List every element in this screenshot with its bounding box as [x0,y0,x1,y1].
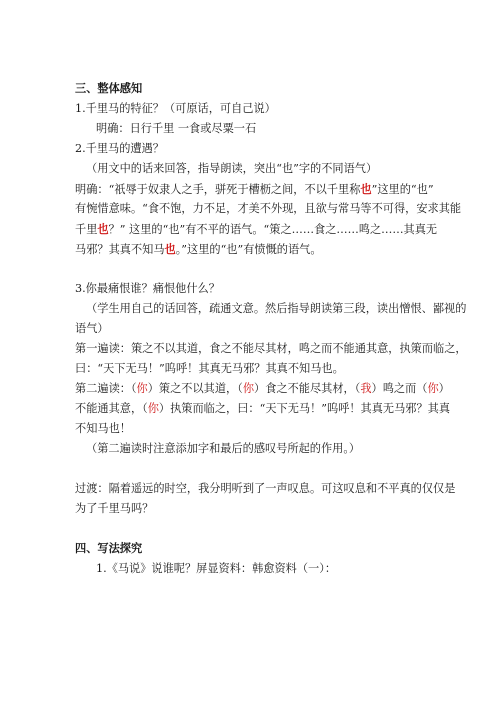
question-1: 1.千里马的特征？（可原话，可自己说） [75,102,276,115]
emphasis-ye: 也 [164,242,176,256]
question-2-instruction: （用文中的话来回答，指导朗读，突出“也”字的不同语气） [86,162,378,175]
second-reading-line-3: 不知马也！ [75,422,131,435]
emphasis-ye: 也 [97,222,109,236]
question-3: 3.你最痛恨谁？痛恨他什么？ [75,282,220,295]
added-word-you: 你 [427,382,439,395]
answer-2-line-4: 马邪？其真不知马也。”这里的“也”有愤慨的语气。 [75,242,322,256]
question-3-instruction-2: 语气） [75,322,109,335]
second-reading-line-1: 第二遍读：（你）策之不以其道，（你）食之不能尽其材，（我）鸣之而（你） [75,382,450,395]
question-2: 2.千里马的遭遇？ [75,142,164,155]
added-word-you: 你 [136,382,148,395]
answer-2-line-2: 有惋惜意味。“食不饱，力不足，才美不外现，且欲与常马等不可得，安求其能 [75,202,462,215]
added-word-you: 你 [147,402,159,415]
second-reading-line-2: 不能通其意，（你）执策而临之，曰：“天下无马！”呜呼！其真无马邪？其真 [75,402,451,415]
section-heading-writing: 四、写法探究 [75,542,143,555]
second-reading-note: （第二遍读时注意添加字和最后的感叹号所起的作用。） [86,442,361,455]
first-reading-line-1: 第一遍读：策之不以其道，食之不能尽其材，鸣之而不能通其意，执策而临之， [75,342,467,355]
answer-1: 明确：日行千里 一食或尽粟一石 [96,122,257,135]
answer-2-line-3: 千里也？” 这里的“也”有不平的语气。“策之……食之……鸣之……其真无 [75,222,438,236]
answer-2-line-1: 明确：“祇辱于奴隶人之手，骈死于槽枥之间，不以千里称也”这里的“也” [75,182,434,196]
transition-line-2: 为了千里马吗？ [75,502,154,515]
transition-line-1: 过渡：隔着遥远的时空，我分明听到了一声叹息。可这叹息和不平真的仅仅是 [75,482,456,495]
question-3-instruction-1: （学生用自己的话回答，疏通文意。然后指导朗读第三段，读出憎恨、鄙视的 [86,302,467,315]
first-reading-line-2: 曰：“天下无马！”呜呼！其真无马邪？其真不知马也。 [75,362,344,375]
added-word-you: 你 [242,382,255,395]
writing-item-1: 1.《马说》说谁呢？屏显资料：韩愈资料（一）： [96,562,337,575]
section-heading-overall: 三、整体感知 [75,82,143,95]
added-word-me: 我 [360,382,372,395]
emphasis-ye: 也 [360,182,372,196]
